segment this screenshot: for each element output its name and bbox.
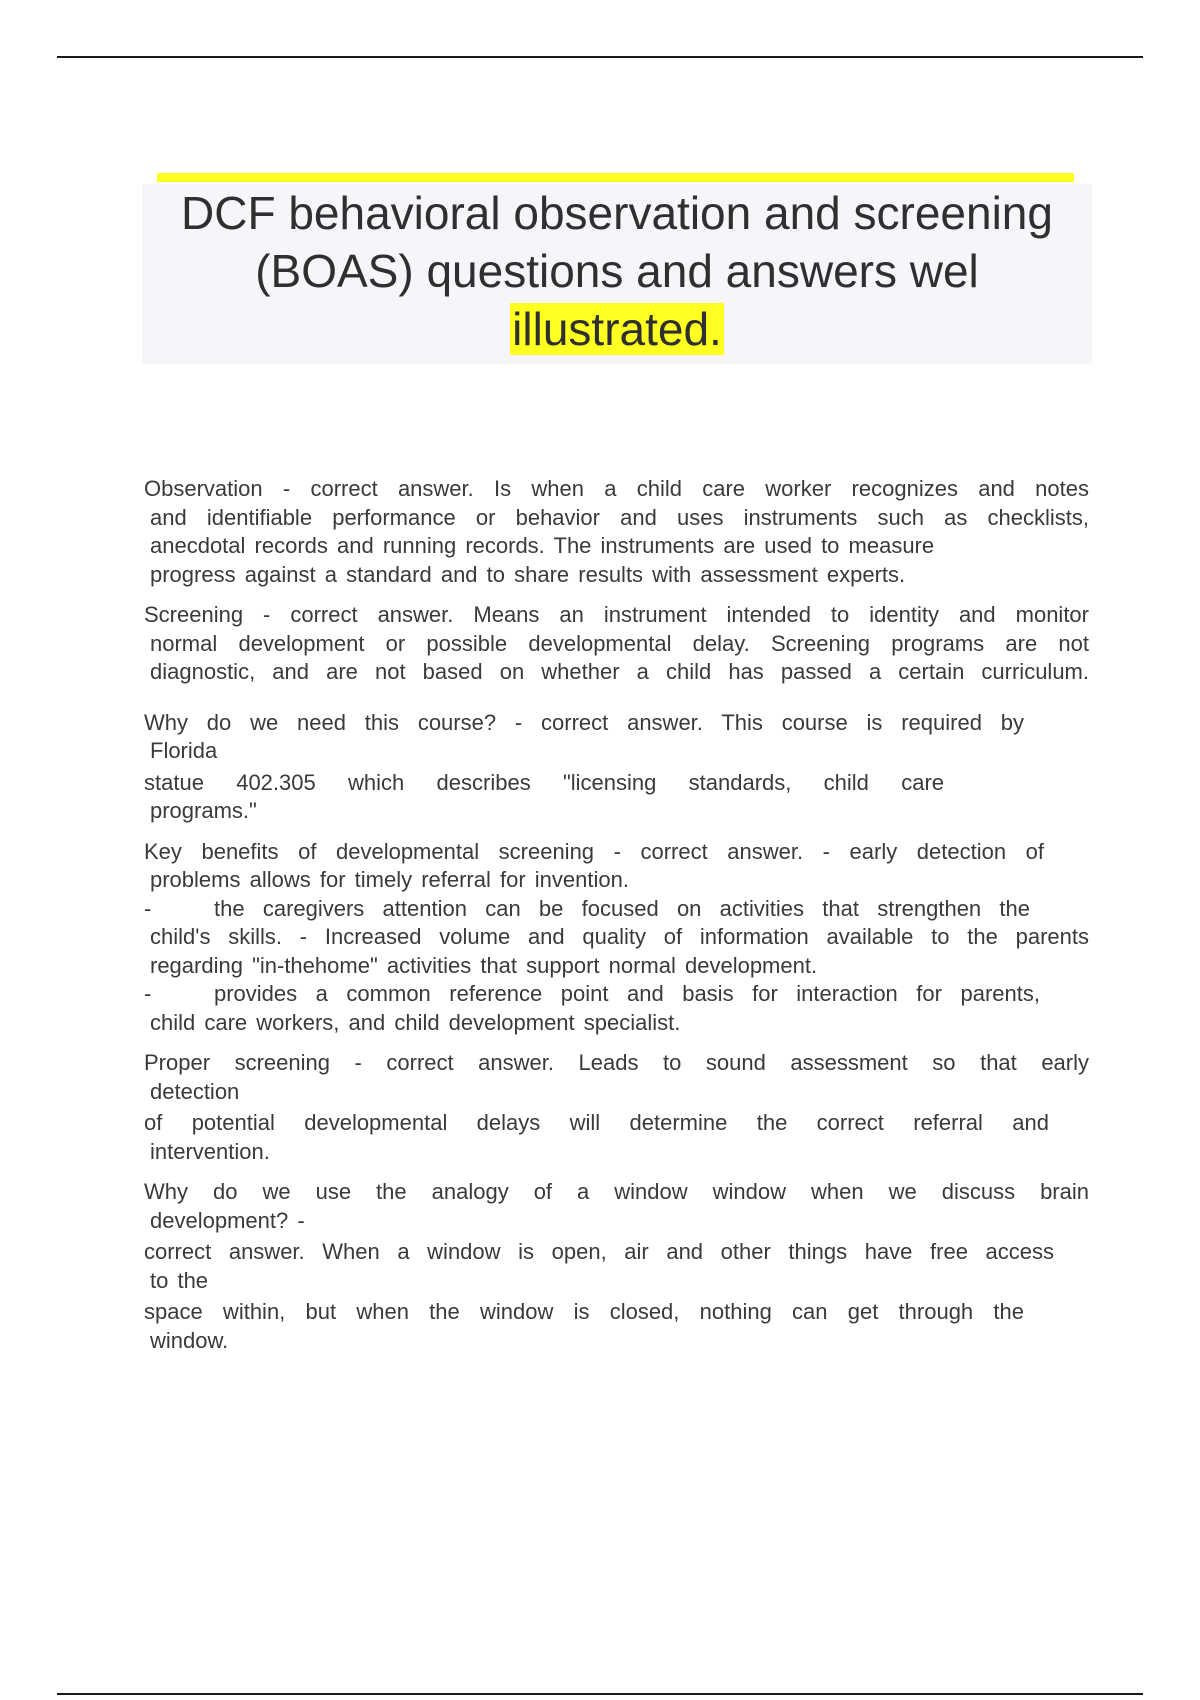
title-highlight-bar xyxy=(157,173,1074,182)
title-highlight: illustrated. xyxy=(512,303,722,355)
qa-line: window. xyxy=(150,1327,229,1353)
qa-line: progress against a standard and to share results with assessment experts. xyxy=(150,561,906,587)
qa-line: of potential developmental delays will determine the correct referral and xyxy=(144,1110,1049,1135)
qa-line: detection xyxy=(150,1078,240,1104)
qa-item-window-analogy xyxy=(144,1178,1089,1355)
qa-line: Why do we use the analogy of a window window when we discuss brain xyxy=(144,1179,1089,1204)
qa-list xyxy=(144,475,1089,1367)
qa-line: Why do we need this course? - correct answer. This course is required by xyxy=(144,709,1024,735)
qa-line xyxy=(144,895,1030,924)
qa-item-course xyxy=(144,709,1089,826)
qa-line: Observation - correct answer. Is when a child care worker recognizes and notes xyxy=(144,476,1089,501)
qa-line: anecdotal records and running records. The instruments are used to measure xyxy=(150,533,935,558)
bullet-dash: - xyxy=(144,895,152,921)
qa-line: Florida xyxy=(150,738,218,763)
qa-line: and identifiable performance or behavior and uses instruments such as checklists, xyxy=(150,504,1089,530)
qa-item-proper-screening xyxy=(144,1049,1089,1166)
qa-line: Key benefits of developmental screening - correct answer. - early detection of xyxy=(144,838,1044,864)
document-title xyxy=(142,184,1092,358)
qa-line: development? - xyxy=(150,1207,305,1233)
qa-item-observation xyxy=(144,475,1089,589)
qa-line xyxy=(144,980,1040,1009)
qa-line: diagnostic, and are not based on whether a child has passed a certain curriculum. xyxy=(150,659,1089,684)
qa-line: to the xyxy=(150,1267,209,1293)
qa-line: programs." xyxy=(150,798,257,823)
qa-line-text: the caregivers attention can be focused on activities that strengthen the xyxy=(214,895,1030,921)
qa-line: statue 402.305 which describes "licensing standards, child care xyxy=(144,769,944,795)
qa-line: child's skills. - Increased volume and quality of information available to the parents xyxy=(150,924,1089,949)
qa-line-text: provides a common reference point and basis for interaction for parents, xyxy=(214,981,1040,1006)
qa-line: problems allows for timely referral for invention. xyxy=(150,867,629,892)
title-line-1: DCF behavioral observation and screening xyxy=(181,187,1053,239)
qa-item-screening xyxy=(144,601,1089,687)
qa-item-key-benefits xyxy=(144,838,1089,1038)
title-line-2: (BOAS) questions and answers wel xyxy=(255,245,979,297)
qa-line: child care workers, and child development specialist. xyxy=(150,1009,681,1035)
qa-line: regarding "in-thehome" activities that support normal development. xyxy=(150,952,818,978)
qa-line: normal development or possible developmental delay. Screening programs are not xyxy=(150,630,1089,656)
top-rule xyxy=(57,56,1143,58)
bullet-dash: - xyxy=(144,981,152,1006)
qa-line: intervention. xyxy=(150,1138,270,1164)
bottom-rule xyxy=(57,1693,1143,1695)
qa-line: Screening - correct answer. Means an instrument intended to identity and monitor xyxy=(144,602,1089,627)
qa-line: Proper screening - correct answer. Leads to sound assessment so that early xyxy=(144,1050,1089,1075)
qa-line: correct answer. When a window is open, air and other things have free access xyxy=(144,1239,1054,1264)
qa-line: space within, but when the window is closed, nothing can get through the xyxy=(144,1299,1024,1324)
